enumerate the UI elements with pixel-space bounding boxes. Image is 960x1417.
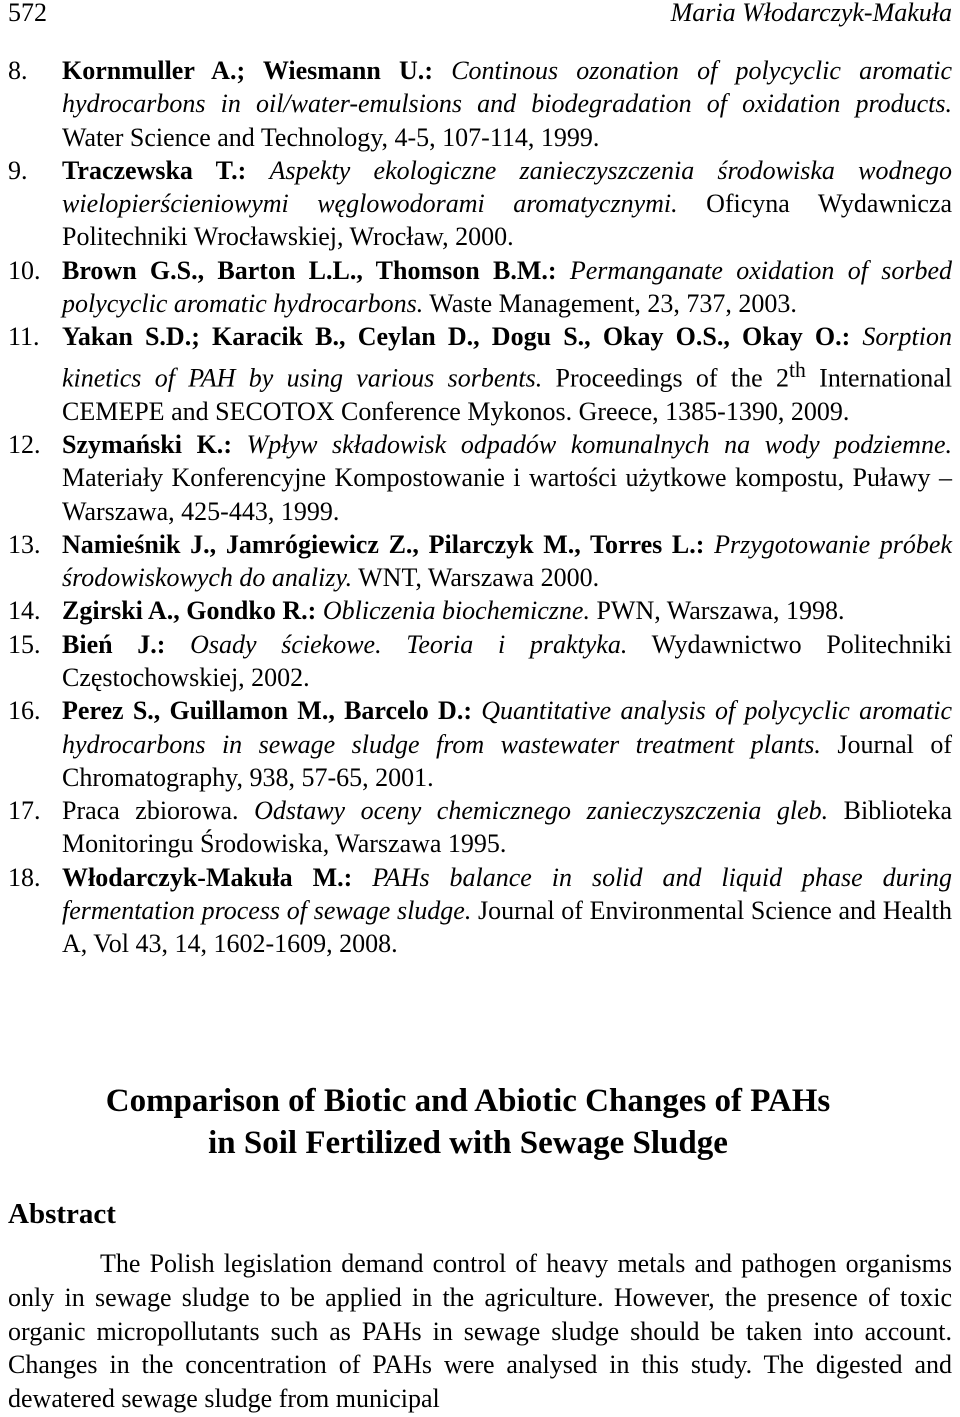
reference-item-17 [8, 794, 952, 861]
reference-authors: Brown G.S., Barton L.L., Thomson B.M. [62, 255, 548, 285]
reference-separator: : [547, 255, 570, 285]
reference-separator: : [237, 155, 270, 185]
reference-item-9 [8, 154, 952, 254]
reference-source: Journal of Environmental Science and Health A, Vol 43, 14, 1602-1609, 2008. [62, 896, 952, 959]
reference-number: 18. [8, 862, 41, 892]
reference-source: WNT, Warszawa 2000. [352, 563, 600, 593]
reference-source: Water Science and Technology, 4-5, 107-114, 1999. [62, 122, 600, 152]
reference-item-12 [8, 428, 952, 528]
reference-source: Oficyna Wydawnicza Politechniki Wrocławskiej, Wrocław, 2000. [62, 189, 952, 252]
reference-separator: : [695, 529, 715, 559]
reference-item-10 [8, 254, 952, 321]
reference-title: Permanganate oxidation of sorbed polycyclic aromatic hydrocarbons. [62, 255, 952, 319]
reference-source: Biblioteka Monitoringu Środowiska, Warszawa 1995. [62, 796, 952, 859]
reference-title: Odstawy oceny chemicznego zanieczyszczenia gleb. [254, 796, 829, 826]
reference-item-14 [8, 594, 952, 627]
reference-separator: : [841, 322, 863, 352]
reference-title: Obliczenia biochemiczne. [322, 596, 590, 626]
reference-number: 10. [8, 255, 41, 285]
reference-number: 13. [8, 529, 41, 559]
running-title: Maria Włodarczyk-Makuła [670, 0, 952, 27]
reference-authors: Kornmuller A.; Wiesmann U. [62, 56, 425, 85]
reference-separator: : [156, 629, 191, 659]
reference-authors: Traczewska T. [62, 155, 238, 185]
reference-authors: Bień J. [62, 629, 157, 659]
reference-source: Journal of Chromatography, 938, 57-65, 2001. [62, 729, 953, 792]
abstract-heading: Abstract [8, 1198, 116, 1230]
reference-title: Sorption kinetics of PAH by using various sorbents. [62, 322, 952, 393]
reference-number: 16. [8, 696, 41, 726]
reference-item-13 [8, 528, 952, 595]
reference-source-continued: International CEMEPE and SECOTOX Conference Mykonos. Greece, 1385-1390, 2009. [62, 363, 952, 426]
article-title [0, 1080, 960, 1164]
reference-authors: Włodarczyk-Makuła M. [62, 862, 344, 892]
reference-number: 14. [8, 596, 41, 626]
reference-authors: Szymański K. [62, 429, 224, 459]
reference-source: Waste Management, 23, 737, 2003. [423, 289, 797, 319]
reference-title: Quantitative analysis of polycyclic aromatic hydrocarbons in sewage sludge from wastewater treatment plants. [62, 696, 952, 759]
reference-separator: : [343, 862, 373, 892]
reference-source: PWN, Warszawa, 1998. [589, 596, 845, 626]
reference-lead: Praca zbiorowa. [62, 796, 239, 826]
reference-authors: Zgirski A., Gondko R. [62, 596, 308, 626]
reference-authors: Yakan S.D.; Karacik B., Ceylan D., Dogu S., Okay O.S., Okay O. [62, 322, 842, 352]
reference-source: Wydawnictwo Politechniki Częstochowskiej, 2002. [62, 629, 952, 692]
reference-separator: : [223, 429, 247, 459]
reference-title: Wpływ składowisk odpadów komunalnych na wody podziemne. [246, 429, 952, 459]
article-title-line-1: Comparison of Biotic and Abiotic Changes of PAHs [105, 1083, 831, 1119]
reference-number: 9. [8, 155, 28, 185]
reference-item-11 [8, 320, 952, 428]
reference-source: Proceedings of the 2 [542, 363, 789, 393]
reference-title: Przygotowanie próbek środowiskowych do analizy. [62, 529, 953, 593]
article-title-line-2: in Soil Fertilized with Sewage Sludge [208, 1125, 728, 1161]
reference-title: Aspekty ekologiczne zanieczyszczenia środowiska wodnego wielopierścieniowymi węglowodorami aromatycznymi. [62, 155, 952, 219]
reference-number: 8. [8, 56, 28, 85]
reference-authors: Namieśnik J., Jamrógiewicz Z., Pilarczyk M., Torres L. [62, 529, 696, 559]
page-number: 572 [8, 0, 47, 27]
ordinal-superscript: th [788, 357, 806, 382]
reference-separator: : [424, 56, 452, 85]
reference-separator: : [307, 596, 323, 626]
abstract-body: The Polish legislation demand control of heavy metals and pathogen organisms only in sewage sludge to be applied in the agriculture. However, the presence of toxic organic micropollutants such as PAHs in sewage sludge should be taken into account. Changes in the concentration of PAHs were analysed in this study. The digested and dewatered sewage sludge from municipal [8, 1249, 952, 1414]
reference-number: 12. [8, 429, 41, 459]
reference-number: 15. [8, 629, 41, 659]
reference-list [8, 54, 952, 961]
reference-number: 17. [8, 796, 41, 826]
reference-item-16 [8, 694, 952, 794]
page-header [8, 0, 952, 28]
reference-item-8 [8, 54, 952, 154]
reference-authors: Perez S., Guillamon M., Barcelo D. [62, 696, 464, 726]
reference-separator: : [463, 696, 482, 726]
reference-item-18 [8, 861, 952, 961]
reference-title: Osady ściekowe. Teoria i praktyka. [190, 629, 628, 659]
reference-item-15 [8, 628, 952, 695]
reference-number: 11. [8, 322, 40, 352]
reference-title: PAHs balance in solid and liquid phase during fermentation process of sewage sludge. [62, 862, 952, 926]
reference-title: Continous ozonation of polycyclic aromatic hydrocarbons in oil/water-emulsions and biodegradation of oxidation products. [62, 56, 952, 119]
reference-source: Materiały Konferencyjne Kompostowanie i wartości użytkowe kompostu, Puławy – Warszawa, 425-443, 1999. [62, 463, 952, 526]
